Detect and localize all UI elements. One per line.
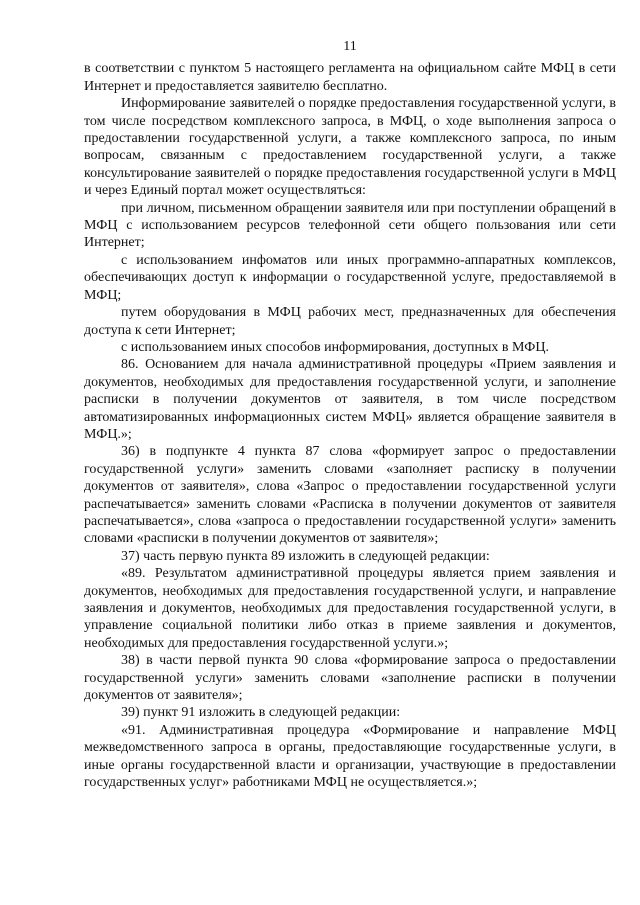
paragraph: 36) в подпункте 4 пункта 87 слова «формирует запрос о предоставлении государственной услуги» заменить словами «заполняет расписку в получении документов от заявителя», слова «Запрос о предоставлении государственной услуги распечатывается» заменить словами «Расписка в получении документов от заявителя распечатывается», слова «запроса о предоставлении государственной услуги» заменить словами «расписки в получении документов от заявителя»; — [84, 444, 616, 547]
paragraph: с использованием инфоматов или иных программно-аппаратных комплексов, обеспечивающих доступ к информации о государственной услуге, предоставляемой в МФЦ; — [84, 252, 616, 303]
paragraph: 86. Основанием для начала административной процедуры «Прием заявления и документов, необходимых для предоставления государственной услуги, и заполнение расписки в получении документов от заявителя, в том числе посредством автоматизированных информационных систем МФЦ» является обращение заявителя в МФЦ.»; — [84, 357, 616, 442]
document-body — [84, 60, 616, 791]
paragraph: «89. Результатом административной процедуры является прием заявления и документов, необходимых для предоставления государственной услуги, и направление заявления и документов, необходимых для предоставления государственной услуги, в управление социальной политики либо отказ в приеме заявления и документов, необходимых для предоставления государственной услуги.»; — [84, 566, 616, 651]
paragraph: в соответствии с пунктом 5 настоящего регламента на официальном сайте МФЦ в сети Интернет и предоставляется заявителю бесплатно. — [84, 61, 616, 94]
paragraph: при личном, письменном обращении заявителя или при поступлении обращений в МФЦ с использованием ресурсов телефонной сети общего пользования или сети Интернет; — [84, 200, 616, 251]
paragraph: с использованием иных способов информирования, доступных в МФЦ. — [121, 339, 549, 355]
paragraph: 37) часть первую пункта 89 изложить в следующей редакции: — [121, 548, 490, 564]
document-page — [84, 38, 616, 791]
paragraph: 39) пункт 91 изложить в следующей редакции: — [121, 705, 401, 721]
paragraph: «91. Административная процедура «Формирование и направление МФЦ межведомственного запроса в органы, предоставляющие государственные услуги, в иные органы государственной власти и организации, участвующие в предоставлении государственных услуг» работниками МФЦ не осуществляется.»; — [84, 722, 616, 791]
paragraph: Информирование заявителей о порядке предоставления государственной услуги, в том числе посредством комплексного запроса, в МФЦ, о ходе выполнения запроса о предоставлении государственной услуги, а также комплексного запроса, по иным вопросам, связанным с предоставлением государственной услуги, а также консультирование заявителей о порядке предоставления государственной услуги в МФЦ и через Единый портал может осуществляться: — [84, 96, 616, 199]
paragraph: 38) в части первой пункта 90 слова «формирование запроса о предоставлении государственной услуги» заменить словами «заполнение расписки в получении документов от заявителя»; — [84, 653, 616, 704]
paragraph: путем оборудования в МФЦ рабочих мест, предназначенных для обеспечения доступа к сети Интернет; — [84, 305, 616, 338]
page-number: 11 — [343, 39, 357, 54]
